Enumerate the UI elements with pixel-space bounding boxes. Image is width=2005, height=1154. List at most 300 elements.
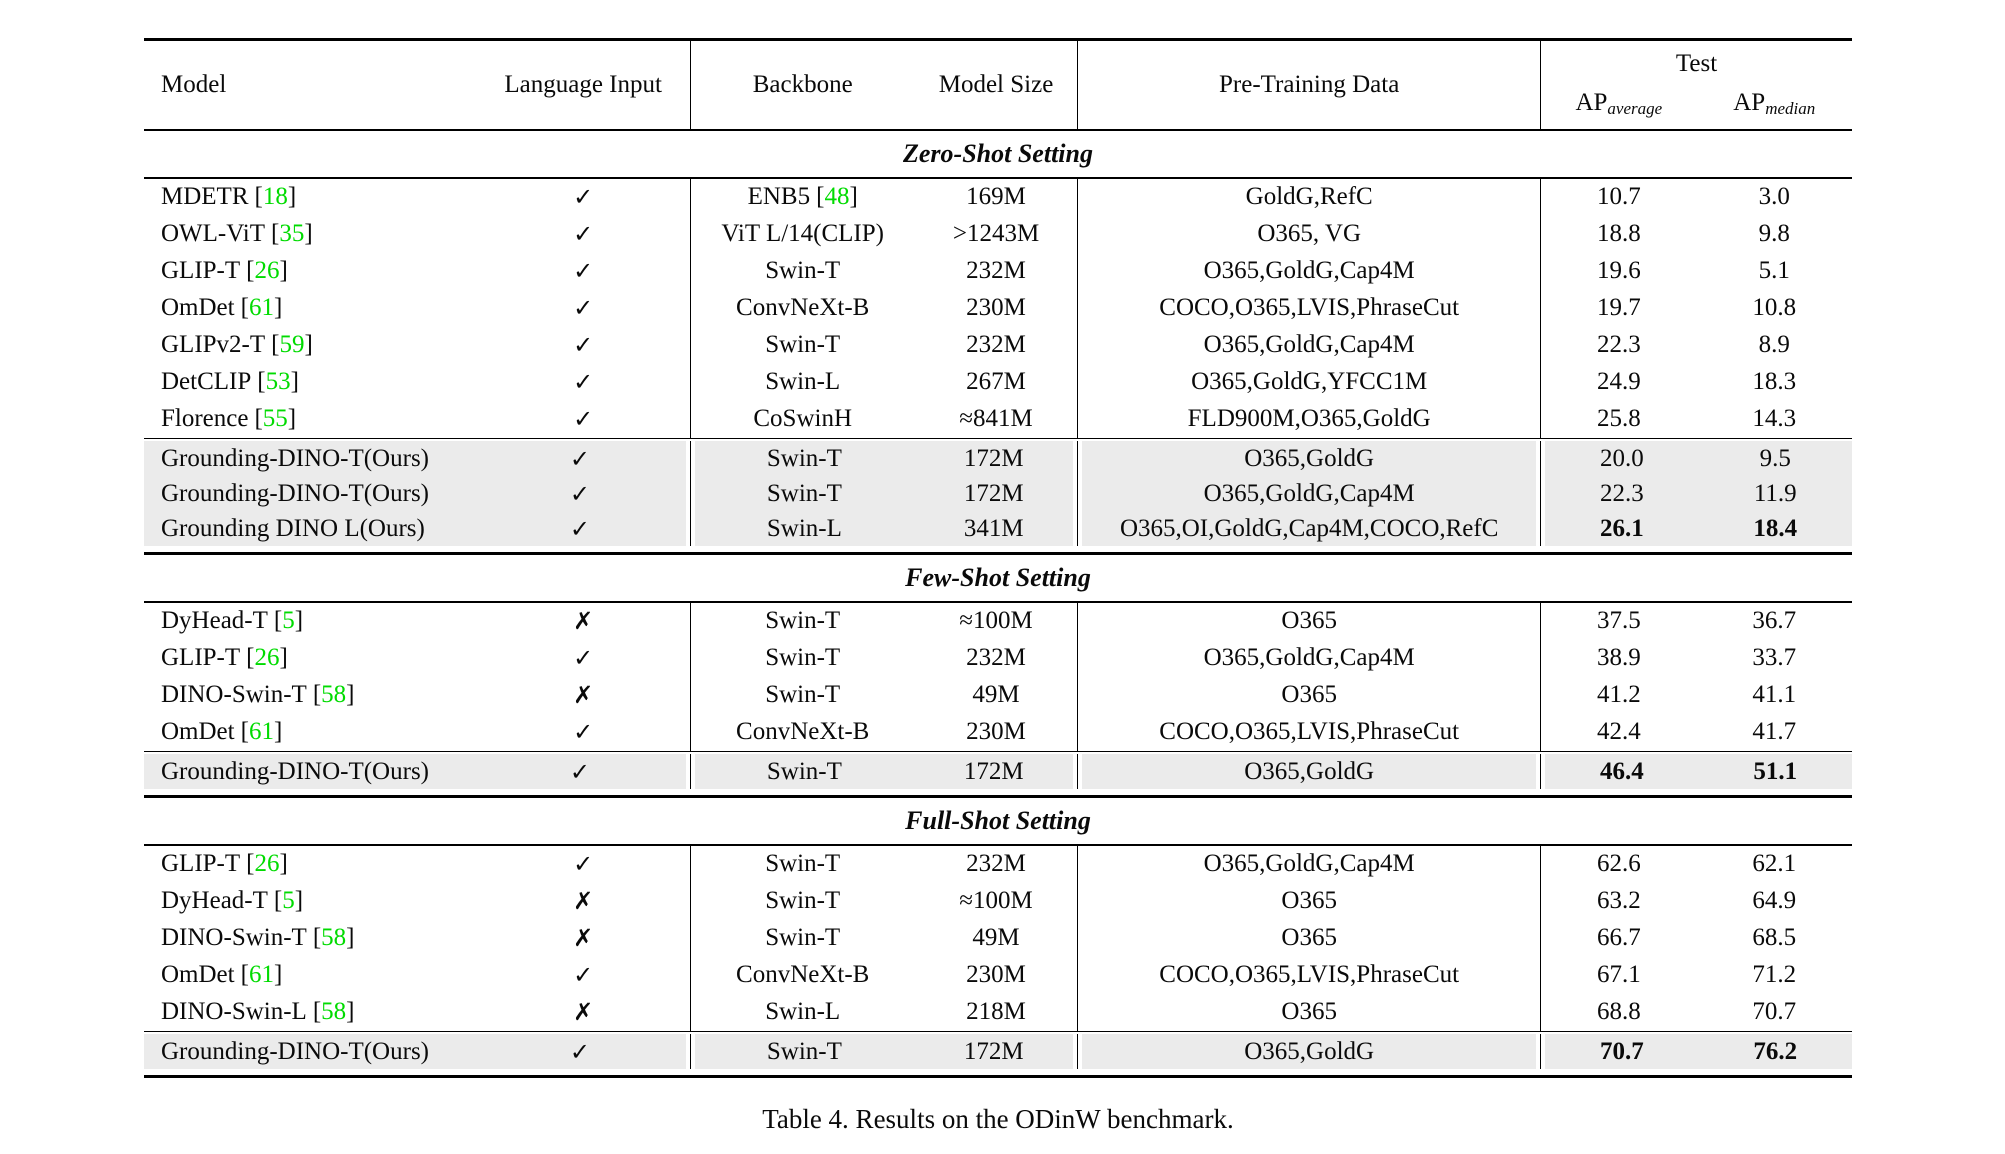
row-area-test-scores: [1541, 883, 1852, 920]
row-area-backbone-size: [691, 216, 1079, 253]
ap-average-cell: 46.4: [1599, 757, 1644, 785]
citation-link[interactable]: 61: [248, 294, 274, 321]
row-area-backbone-size: [691, 754, 1079, 789]
model-size-cell: 49M: [972, 924, 1020, 951]
table-row: [144, 179, 1852, 216]
row-area-test-scores: [1541, 179, 1852, 216]
row-area-model-language: [144, 216, 691, 253]
citation: [313, 924, 355, 952]
row-area-test-scores: [1541, 401, 1852, 438]
citation-close-bracket: ]: [273, 718, 283, 745]
citation-close-bracket: ]: [273, 961, 283, 988]
language-input-cell: [477, 401, 690, 438]
ap-average-cell: 70.7: [1599, 1037, 1644, 1065]
row-area-test-scores: [1541, 846, 1852, 883]
citation-close-bracket: ]: [290, 368, 299, 395]
backbone-name: Swin-T: [765, 257, 841, 284]
model-name: Grounding-DINO-T(Ours): [161, 444, 429, 472]
cross-icon: ✗: [573, 998, 594, 1026]
citation-close-bracket: ]: [346, 681, 355, 708]
table-row: [144, 290, 1852, 327]
row-area-test-scores: [1541, 253, 1852, 290]
language-input-cell: [477, 957, 690, 994]
citation-link[interactable]: 5: [282, 887, 295, 914]
row-area-test-scores: [1541, 994, 1852, 1031]
ap-median-subscript: median: [1765, 98, 1816, 118]
row-area-pretraining: [1078, 364, 1541, 401]
pretraining-data-cell: O365,OI,GoldG,Cap4M,COCO,RefC: [1119, 514, 1499, 542]
row-area-backbone-size: [691, 364, 1079, 401]
row-area-backbone-size: [691, 920, 1079, 957]
row-area-model-language: [144, 994, 691, 1031]
row-area-pretraining: [1078, 476, 1541, 511]
citation-open-bracket: [: [312, 998, 322, 1025]
model-cell: [144, 883, 477, 920]
language-input-cell: [477, 846, 690, 883]
row-area-pretraining: [1078, 846, 1541, 883]
citation-close-bracket: ]: [279, 850, 288, 877]
backbone-cell: [695, 754, 915, 789]
row-area-backbone-size: [691, 1034, 1079, 1069]
citation: [241, 718, 283, 746]
backbone-cell: [695, 1034, 915, 1069]
citation-link[interactable]: 61: [248, 718, 274, 745]
row-area-model-language: [144, 253, 691, 290]
citation-open-bracket: [: [240, 961, 249, 988]
row-area-test-scores: [1541, 1034, 1852, 1069]
citation-link[interactable]: 26: [254, 644, 280, 671]
row-area-pretraining: [1078, 1034, 1541, 1069]
backbone-name: ViT L/14(CLIP): [721, 220, 884, 247]
results-table: [144, 38, 1852, 1135]
pretraining-data-cell: O365,GoldG: [1244, 1037, 1375, 1065]
citation-open-bracket: [: [240, 718, 249, 745]
section-ours-rows: [144, 439, 1852, 549]
row-area-pretraining: [1078, 754, 1541, 789]
row-area-model-language: [144, 327, 691, 364]
backbone-cell: [691, 364, 915, 401]
backbone-name: Swin-T: [766, 1037, 842, 1065]
backbone-name: Swin-T: [765, 607, 841, 634]
citation: [274, 887, 303, 915]
ap-average-cell: 10.7: [1596, 183, 1641, 210]
row-area-pretraining: [1078, 290, 1541, 327]
ap-median-cell: 64.9: [1752, 887, 1797, 914]
model-size-cell: 172M: [963, 479, 1024, 507]
backbone-name: Swin-L: [766, 514, 842, 542]
row-area-model-language: [144, 511, 691, 546]
check-icon: ✓: [573, 850, 594, 878]
table-row: [144, 883, 1852, 920]
citation-link[interactable]: 59: [279, 331, 305, 358]
language-input-cell: [477, 603, 690, 640]
ap-median-cell: 14.3: [1752, 405, 1797, 432]
backbone-name: ConvNeXt-B: [736, 718, 870, 745]
pretraining-data-cell: O365: [1281, 924, 1337, 951]
row-area-pretraining: [1078, 957, 1541, 994]
citation-link[interactable]: 5: [282, 607, 295, 634]
backbone-cell: [691, 714, 915, 751]
row-area-pretraining: [1078, 327, 1541, 364]
citation-link[interactable]: 48: [824, 183, 850, 210]
table-row: [144, 253, 1852, 290]
backbone-cell: [691, 290, 915, 327]
model-name: GLIP-T: [161, 850, 241, 877]
backbone-name: CoSwinH: [753, 405, 852, 432]
row-area-model-language: [144, 754, 691, 789]
row-area-backbone-size: [691, 677, 1079, 714]
ap-average-cell: 24.9: [1596, 368, 1641, 395]
language-input-cell: [477, 179, 690, 216]
model-cell: [144, 216, 477, 253]
model-size-cell: >1243M: [952, 220, 1040, 247]
header-area-model-language: [144, 41, 691, 129]
backbone-name: ConvNeXt-B: [736, 961, 870, 988]
check-icon: ✓: [569, 444, 590, 473]
row-area-pretraining: [1078, 441, 1541, 476]
model-name: Grounding-DINO-T(Ours): [161, 757, 429, 785]
ap-median-cell: 36.7: [1752, 607, 1797, 634]
model-size-cell: 172M: [963, 757, 1024, 785]
pretraining-data-cell: COCO,O365,LVIS,PhraseCut: [1159, 718, 1460, 745]
row-area-backbone-size: [691, 441, 1079, 476]
citation-link[interactable]: 26: [254, 850, 280, 877]
model-cell: [144, 179, 477, 216]
row-area-backbone-size: [691, 640, 1079, 677]
check-icon: ✓: [573, 294, 594, 322]
cross-icon: ✗: [573, 607, 594, 635]
citation-open-bracket: [: [271, 331, 280, 358]
section-title: Full-Shot Setting: [905, 806, 1091, 835]
model-name: OmDet: [161, 961, 235, 988]
model-cell: [144, 441, 474, 476]
citation-close-bracket: ]: [294, 887, 304, 914]
row-area-model-language: [144, 957, 691, 994]
row-area-model-language: [144, 290, 691, 327]
check-icon: ✓: [573, 183, 594, 211]
model-name: Grounding DINO L(Ours): [161, 514, 425, 542]
citation-close-bracket: ]: [279, 257, 288, 284]
citation-open-bracket: [: [273, 887, 283, 914]
ours-row: [144, 511, 1852, 546]
citation-open-bracket: [: [257, 368, 266, 395]
citation-link[interactable]: 55: [262, 405, 288, 432]
backbone-cell: [695, 511, 915, 546]
row-area-pretraining: [1078, 603, 1541, 640]
ap-median-cell: 9.5: [1759, 444, 1791, 472]
row-area-test-scores: [1541, 290, 1852, 327]
citation-link[interactable]: 58: [321, 681, 347, 708]
ours-row: [144, 441, 1852, 476]
row-area-pretraining: [1078, 714, 1541, 751]
row-area-backbone-size: [691, 327, 1079, 364]
row-area-backbone-size: [691, 957, 1079, 994]
model-size-cell: ≈100M: [959, 607, 1033, 634]
table-row: [144, 677, 1852, 714]
col-header-pretraining-data: Pre-Training Data: [1219, 71, 1400, 98]
check-icon: ✓: [573, 961, 594, 989]
ap-median-base: AP: [1733, 88, 1766, 116]
model-name: OmDet: [161, 294, 235, 321]
ap-average-cell: 68.8: [1596, 998, 1641, 1025]
backbone-name: ENB5: [747, 183, 811, 210]
pretraining-data-cell: O365: [1281, 887, 1337, 914]
section-ours-rows: [144, 752, 1852, 792]
table-row: [144, 603, 1852, 640]
citation-open-bracket: [: [246, 257, 255, 284]
model-cell: [144, 603, 477, 640]
check-icon: ✓: [573, 368, 594, 396]
ap-median-cell: 76.2: [1753, 1037, 1798, 1065]
citation: [313, 998, 355, 1026]
language-input-cell: [477, 327, 690, 364]
model-size-cell: 232M: [966, 257, 1026, 284]
row-area-backbone-size: [691, 401, 1079, 438]
ap-average-cell: 25.8: [1596, 405, 1641, 432]
model-size-cell: 267M: [966, 368, 1026, 395]
backbone-name: Swin-T: [765, 331, 841, 358]
row-area-pretraining: [1078, 640, 1541, 677]
row-area-backbone-size: [691, 511, 1079, 546]
citation-close-bracket: ]: [287, 405, 297, 432]
language-input-cell: [474, 511, 685, 546]
model-name: OWL-ViT: [161, 220, 266, 247]
row-area-backbone-size: [691, 603, 1079, 640]
check-icon: ✓: [569, 514, 590, 543]
row-area-backbone-size: [691, 846, 1079, 883]
backbone-name: ConvNeXt-B: [736, 294, 870, 321]
model-size-cell: 230M: [966, 718, 1026, 745]
model-size-cell: ≈841M: [959, 405, 1033, 432]
backbone-cell: [691, 253, 915, 290]
model-name: DINO-Swin-T: [161, 681, 307, 708]
model-cell: [144, 754, 474, 789]
pretraining-data-cell: GoldG,RefC: [1245, 183, 1373, 210]
backbone-cell: [691, 957, 915, 994]
ap-median-cell: 71.2: [1752, 961, 1797, 988]
backbone-cell: [691, 603, 915, 640]
ap-average-cell: 38.9: [1596, 644, 1641, 671]
row-area-test-scores: [1541, 364, 1852, 401]
row-area-pretraining: [1078, 883, 1541, 920]
table-row: [144, 364, 1852, 401]
model-cell: [144, 364, 477, 401]
language-input-cell: [477, 714, 690, 751]
model-size-cell: 49M: [972, 681, 1020, 708]
model-name: GLIP-T: [161, 644, 241, 671]
check-icon: ✓: [573, 718, 594, 746]
citation-open-bracket: [: [246, 644, 255, 671]
ap-average-cell: 62.6: [1596, 850, 1641, 877]
backbone-cell: [691, 920, 915, 957]
ap-average-cell: 22.3: [1596, 331, 1641, 358]
citation: [271, 331, 313, 359]
col-header-ap-median: [1697, 80, 1852, 126]
check-icon: ✓: [573, 644, 594, 672]
model-cell: [144, 401, 477, 438]
citation: [246, 850, 288, 878]
ap-median-cell: 10.8: [1752, 294, 1797, 321]
check-icon: ✓: [573, 220, 594, 248]
model-size-cell: 230M: [966, 294, 1026, 321]
row-area-backbone-size: [691, 179, 1079, 216]
row-area-backbone-size: [691, 253, 1079, 290]
ap-average-cell: 63.2: [1596, 887, 1641, 914]
row-area-model-language: [144, 883, 691, 920]
backbone-cell: [691, 401, 915, 438]
backbone-cell: [691, 327, 915, 364]
table-row: [144, 920, 1852, 957]
model-cell: [144, 1034, 474, 1069]
model-cell: [144, 327, 477, 364]
row-area-model-language: [144, 1034, 691, 1069]
row-area-pretraining: [1078, 920, 1541, 957]
citation-link[interactable]: 53: [265, 368, 291, 395]
ap-median-cell: 33.7: [1752, 644, 1797, 671]
language-input-cell: [474, 1034, 685, 1069]
citation-link[interactable]: 18: [262, 183, 288, 210]
backbone-cell: [691, 883, 915, 920]
row-area-pretraining: [1078, 677, 1541, 714]
ours-row: [144, 476, 1852, 511]
ap-median-cell: 68.5: [1752, 924, 1797, 951]
row-area-backbone-size: [691, 476, 1079, 511]
pretraining-data-cell: O365,GoldG,Cap4M: [1203, 331, 1415, 358]
citation-open-bracket: [: [312, 681, 322, 708]
citation-link[interactable]: 26: [254, 257, 280, 284]
ap-median-cell: 8.9: [1758, 331, 1790, 358]
citation: [816, 183, 858, 211]
table-row: [144, 994, 1852, 1031]
cross-icon: ✗: [573, 887, 594, 915]
col-header-backbone: Backbone: [752, 71, 853, 98]
citation-close-bracket: ]: [279, 644, 288, 671]
citation-close-bracket: ]: [304, 331, 313, 358]
language-input-cell: [477, 920, 690, 957]
table-row: [144, 957, 1852, 994]
citation-link[interactable]: 58: [321, 924, 347, 951]
model-name: GLIP-T: [161, 257, 241, 284]
backbone-name: Swin-T: [765, 887, 841, 914]
ap-median-cell: 70.7: [1752, 998, 1797, 1025]
citation: [254, 405, 296, 433]
ap-median-cell: 41.7: [1752, 718, 1797, 745]
section-title: Few-Shot Setting: [905, 563, 1091, 592]
model-name: DetCLIP: [161, 368, 252, 395]
citation-link[interactable]: 61: [248, 961, 274, 988]
model-cell: [144, 920, 477, 957]
model-size-cell: 341M: [963, 514, 1024, 542]
citation-link[interactable]: 35: [279, 220, 305, 247]
section-title: Zero-Shot Setting: [903, 139, 1093, 168]
pretraining-data-cell: O365,GoldG: [1244, 444, 1375, 472]
row-area-pretraining: [1078, 179, 1541, 216]
backbone-cell: [695, 476, 915, 511]
language-input-cell: [474, 754, 685, 789]
model-cell: [144, 957, 477, 994]
model-size-cell: 172M: [963, 444, 1024, 472]
pretraining-data-cell: O365,GoldG: [1244, 757, 1375, 785]
ap-median-cell: 11.9: [1753, 479, 1797, 507]
citation: [241, 294, 283, 322]
ap-average-cell: 67.1: [1596, 961, 1641, 988]
ap-average-cell: 22.3: [1599, 479, 1644, 507]
backbone-name: Swin-T: [766, 757, 842, 785]
model-name: DyHead-T: [161, 887, 268, 914]
ap-median-cell: 62.1: [1752, 850, 1797, 877]
model-name: Grounding-DINO-T(Ours): [161, 479, 429, 507]
pretraining-data-cell: COCO,O365,LVIS,PhraseCut: [1159, 961, 1460, 988]
backbone-cell: [691, 994, 915, 1031]
table-row: [144, 327, 1852, 364]
backbone-name: Swin-T: [765, 850, 841, 877]
model-name: DyHead-T: [161, 607, 268, 634]
citation: [246, 257, 288, 285]
row-area-test-scores: [1541, 476, 1852, 511]
row-area-pretraining: [1078, 994, 1541, 1031]
section-rows: [144, 179, 1852, 438]
language-input-cell: [477, 883, 690, 920]
row-area-model-language: [144, 846, 691, 883]
model-cell: [144, 253, 477, 290]
col-header-test: Test: [1675, 49, 1718, 77]
citation-link[interactable]: 58: [321, 998, 347, 1025]
citation: [241, 961, 283, 989]
section-rows: [144, 846, 1852, 1031]
model-name: Grounding-DINO-T(Ours): [161, 1037, 429, 1065]
backbone-name: Swin-T: [765, 681, 841, 708]
check-icon: ✓: [569, 1037, 590, 1066]
ap-median-cell: 18.4: [1753, 514, 1798, 542]
pretraining-data-cell: O365: [1281, 681, 1337, 708]
col-header-model-size: Model Size: [938, 71, 1054, 98]
ours-row: [144, 754, 1852, 789]
row-area-model-language: [144, 401, 691, 438]
row-area-model-language: [144, 677, 691, 714]
model-size-cell: 232M: [966, 331, 1026, 358]
backbone-name: Swin-L: [765, 368, 841, 395]
language-input-cell: [477, 677, 690, 714]
language-input-cell: [474, 476, 685, 511]
citation-close-bracket: ]: [304, 220, 313, 247]
check-icon: ✓: [573, 257, 594, 285]
pretraining-data-cell: O365,GoldG,Cap4M: [1203, 644, 1415, 671]
row-area-model-language: [144, 179, 691, 216]
model-cell: [144, 476, 474, 511]
pretraining-data-cell: O365,GoldG,Cap4M: [1203, 479, 1415, 507]
col-header-model: Model: [161, 71, 227, 98]
ap-median-cell: 3.0: [1758, 183, 1790, 210]
model-size-cell: 232M: [966, 644, 1026, 671]
citation: [274, 607, 303, 635]
check-icon: ✓: [569, 757, 590, 786]
row-area-model-language: [144, 441, 691, 476]
backbone-name: Swin-T: [766, 479, 842, 507]
model-cell: [144, 677, 477, 714]
ap-average-cell: 66.7: [1596, 924, 1641, 951]
pretraining-data-cell: O365: [1281, 998, 1337, 1025]
table-row: [144, 216, 1852, 253]
ap-average-cell: 19.6: [1596, 257, 1641, 284]
row-area-pretraining: [1078, 401, 1541, 438]
citation: [257, 368, 299, 396]
table-row: [144, 846, 1852, 883]
citation: [255, 183, 297, 211]
pretraining-data-cell: FLD900M,O365,GoldG: [1187, 405, 1431, 432]
section-ours-rows: [144, 1032, 1852, 1072]
model-cell: [144, 994, 477, 1031]
row-area-test-scores: [1541, 920, 1852, 957]
